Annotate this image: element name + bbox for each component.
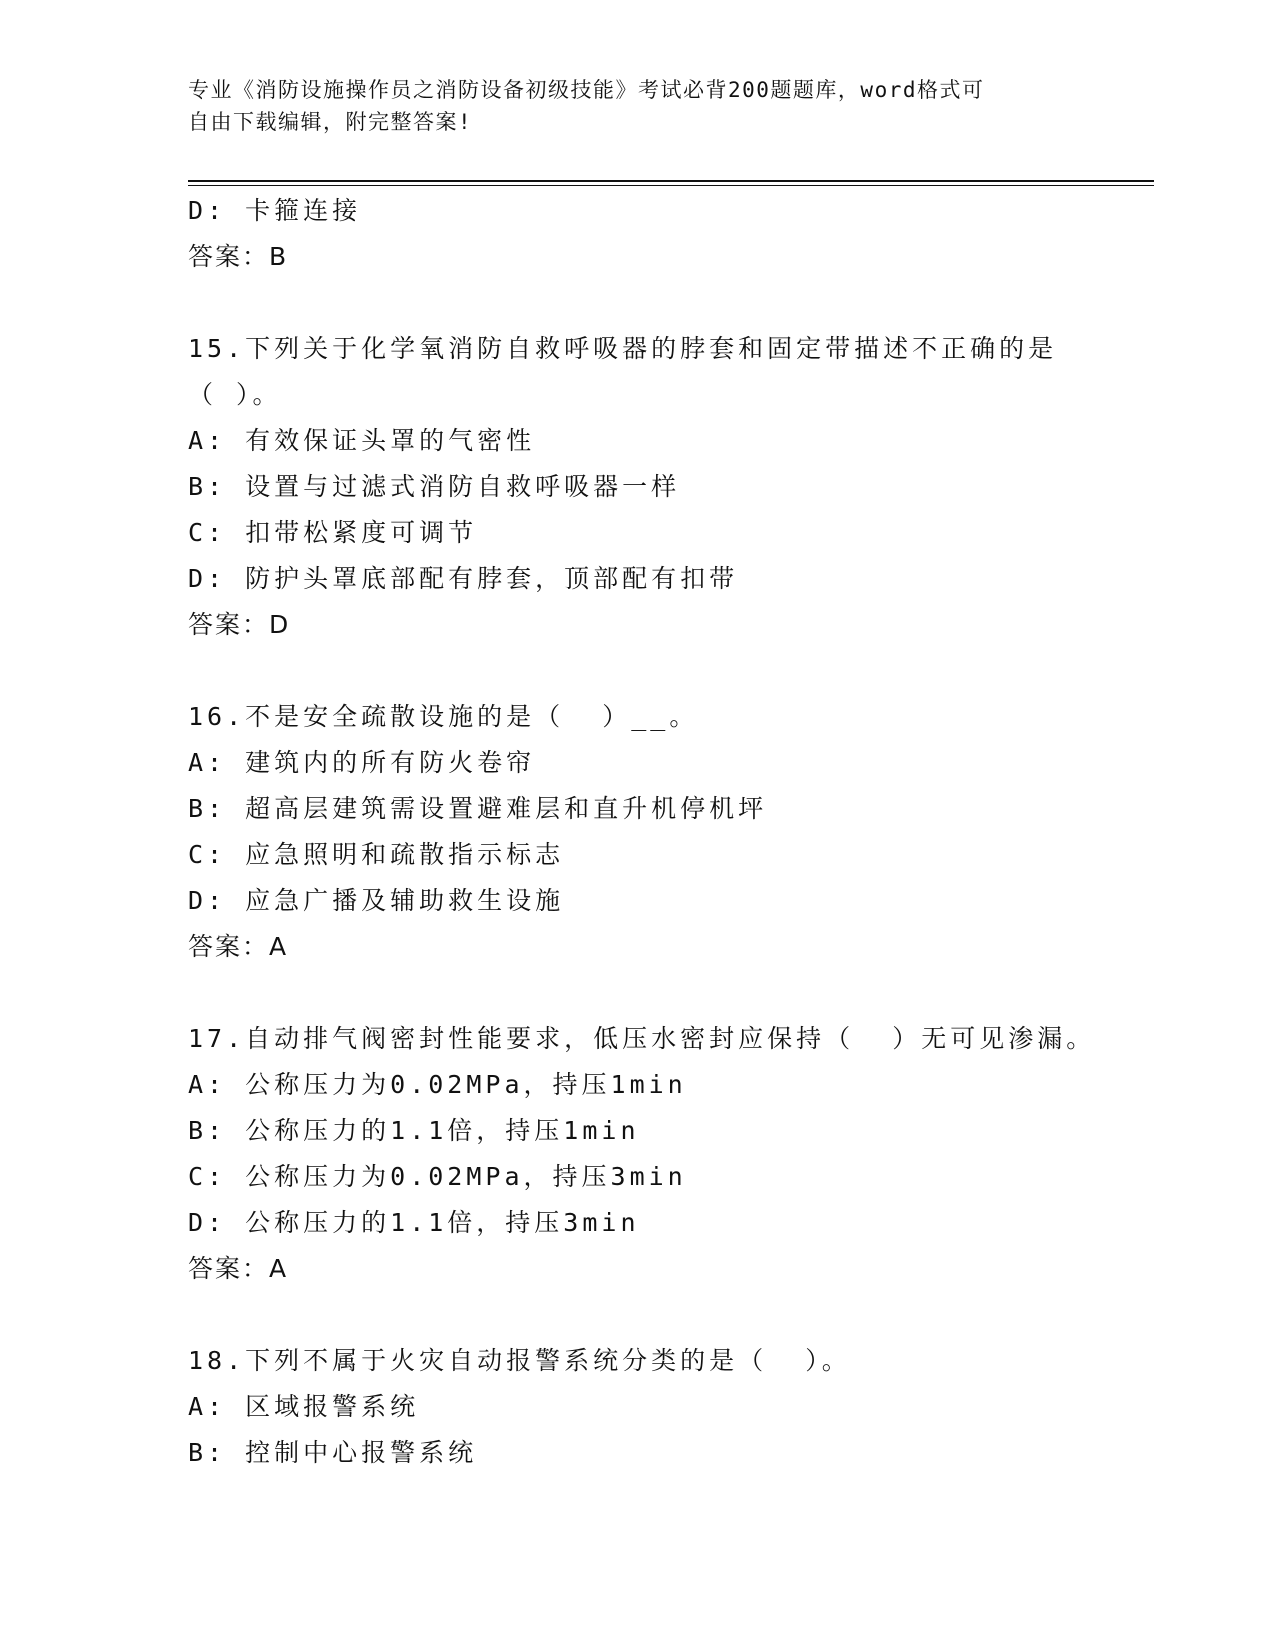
header-divider-thick xyxy=(188,180,1154,182)
document-header xyxy=(188,74,1088,138)
option-b: B: 超高层建筑需设置避难层和直升机停机坪 xyxy=(188,794,768,823)
option-b: B: 公称压力的1.1倍，持压1min xyxy=(188,1116,640,1145)
option-d: D: 公称压力的1.1倍，持压3min xyxy=(188,1208,640,1237)
answer-line: 答案：A xyxy=(188,932,289,961)
question-stem: 16.不是安全疏散设施的是（ ）__。 xyxy=(188,702,699,731)
header-line-2: 自由下载编辑，附完整答案! xyxy=(188,110,473,134)
option-b: B: 控制中心报警系统 xyxy=(188,1438,478,1467)
option-a: A: 公称压力为0.02MPa，持压1min xyxy=(188,1070,687,1099)
option-c: C: 公称压力为0.02MPa，持压3min xyxy=(188,1162,687,1191)
option-a: A: 建筑内的所有防火卷帘 xyxy=(188,748,536,777)
option-d: D: 防护头罩底部配有脖套，顶部配有扣带 xyxy=(188,564,739,593)
question-16 xyxy=(188,694,1088,970)
previous-question-tail xyxy=(188,188,1088,280)
question-list xyxy=(188,188,1096,1476)
question-18 xyxy=(188,1338,1088,1476)
answer-line: 答案：D xyxy=(188,610,291,639)
question-stem: 17.自动排气阀密封性能要求，低压水密封应保持（ ）无可见渗漏。 xyxy=(188,1024,1096,1053)
header-line-1: 专业《消防设施操作员之消防设备初级技能》考试必背200题题库，word格式可 xyxy=(188,78,985,102)
question-stem: 18.下列不属于火灾自动报警系统分类的是（ ）。 xyxy=(188,1346,851,1375)
answer-line: 答案：B xyxy=(188,242,289,271)
question-15 xyxy=(188,326,1088,648)
question-17 xyxy=(188,1016,1096,1292)
option-c: C: 扣带松紧度可调节 xyxy=(188,518,478,547)
header-divider-thin xyxy=(188,185,1154,186)
option-d: D: 应急广播及辅助救生设施 xyxy=(188,886,565,915)
option-a: A: 有效保证头罩的气密性 xyxy=(188,426,536,455)
option-c: C: 应急照明和疏散指示标志 xyxy=(188,840,565,869)
option-a: A: 区域报警系统 xyxy=(188,1392,420,1421)
option-d: D: 卡箍连接 xyxy=(188,196,362,225)
question-stem: 15.下列关于化学氧消防自救呼吸器的脖套和固定带描述不正确的是（ ）。 xyxy=(188,334,1058,409)
option-b: B: 设置与过滤式消防自救呼吸器一样 xyxy=(188,472,681,501)
answer-line: 答案：A xyxy=(188,1254,289,1283)
